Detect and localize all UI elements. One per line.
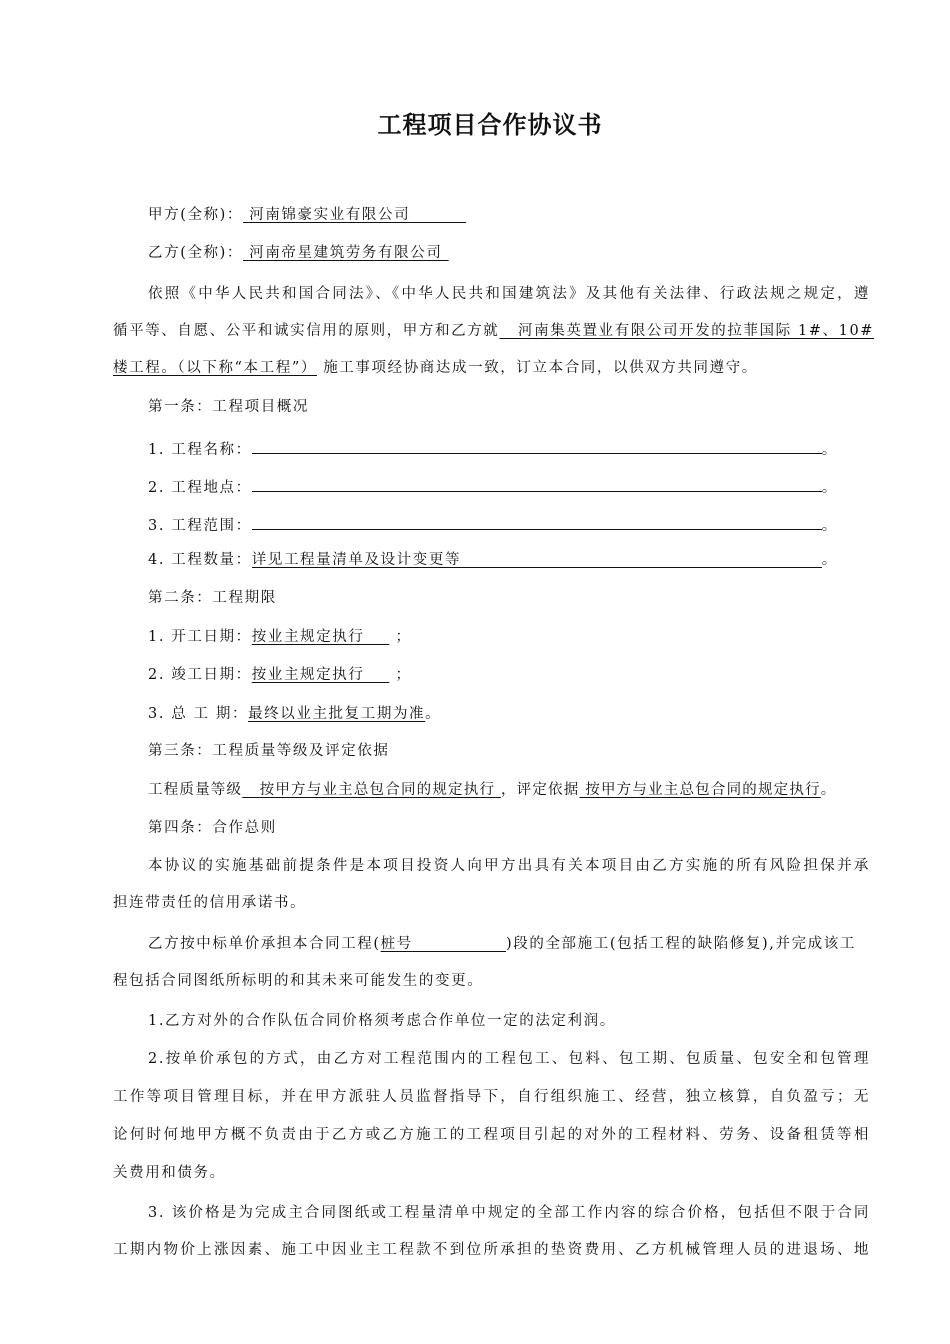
- article-2-heading: 第二条：工程期限: [148, 590, 277, 606]
- article-4-p1-line-2: 担连带责任的信用承诺书。: [113, 895, 307, 911]
- evaluation-basis-value: 按甲方与业主总包合同的规定执行: [585, 782, 821, 798]
- project-scope-blank: [252, 512, 822, 530]
- article-4-p4-line-2: 工作等项目管理目标，并在甲方派驻人员监督指导下，自行组织施工、经营，独立核算，自负盈亏；无: [113, 1089, 870, 1105]
- article-1-item-4: 4. 工程数量：详见工程量清单及设计变更等 。: [148, 552, 838, 568]
- article-1-heading: 第一条：工程项目概况: [148, 399, 309, 415]
- article-4-p4-line-4: 关费用和债务。: [113, 1165, 226, 1181]
- article-4-p4-line-1: 2.按单价承包的方式，由乙方对工程范围内的工程包工、包料、包工期、包质量、包安全和包管理: [148, 1051, 870, 1067]
- party-b-line: [148, 243, 870, 263]
- article-4-p5-line-1: 3. 该价格是为完成主合同图纸或工程量清单中规定的全部工作内容的综合价格，包括但不限于合同: [148, 1205, 870, 1221]
- article-4-p2-line-1: 乙方按中标单价承担本合同工程(桩号 )段的全部施工(包括工程的缺陷修复),并完成该工: [148, 936, 856, 952]
- article-3-body: 工程质量等级 按甲方与业主总包合同的规定执行 ，评定依据 按甲方与业主总包合同的规定执行。: [148, 782, 837, 798]
- project-quantity-value: 详见工程量清单及设计变更等: [252, 550, 822, 568]
- party-a-label: 甲方(全称)：: [148, 207, 244, 223]
- article-4-p3: 1.乙方对外的合作队伍合同价格须考虑合作单位一定的法定利润。: [148, 1013, 616, 1029]
- article-2-item-1: 1. 开工日期：按业主规定执行 ；: [148, 629, 412, 645]
- project-location-blank: [252, 474, 822, 492]
- article-1-item-1: 1. 工程名称： 。: [148, 436, 870, 460]
- party-a-line: [148, 205, 870, 225]
- document-title: 工程项目合作协议书: [377, 111, 603, 139]
- total-duration-value: 最终以业主批复工期为准: [248, 706, 426, 722]
- preamble-line-1: 依照《中华人民共和国合同法》、《中华人民共和国建筑法》及其他有关法律、行政法规之规定，遵: [148, 286, 870, 302]
- project-name-blank: [252, 436, 822, 454]
- article-2-item-3: 3. 总 工 期：最终以业主批复工期为准。: [148, 706, 442, 722]
- party-b-value: 河南帝星建筑劳务有限公司: [249, 245, 443, 261]
- article-4-p5-line-2: 工期内物价上涨因素、施工中因业主工程款不到位所承担的垫资费用、乙方机械管理人员的进退场、地: [113, 1242, 870, 1258]
- article-4-heading: 第四条：合作总则: [148, 820, 277, 836]
- article-4-p2-line-2: 程包括合同图纸所标明的和其未来可能发生的变更。: [113, 973, 484, 989]
- project-name-underlined: 河南集英置业有限公司开发的拉菲国际 1#、10#: [518, 323, 875, 339]
- article-1-item-3: 3. 工程范围： 。: [148, 512, 870, 536]
- article-3-heading: 第三条：工程质量等级及评定依据: [148, 743, 390, 759]
- project-alias-underlined: 楼工程。（以下称“本工程”）: [113, 360, 317, 376]
- party-a-value: 河南锦豪实业有限公司: [249, 207, 411, 223]
- start-date-value: 按业主规定执行: [251, 629, 365, 645]
- article-4-p4-line-3: 论何时何地甲方概不负责由于乙方或乙方施工的工程项目引起的对外的工程材料、劳务、设备租赁等相: [113, 1127, 870, 1143]
- party-b-label: 乙方(全称)：: [148, 245, 244, 261]
- preamble-line-2: 循平等、自愿、公平和诚实信用的原则，甲方和乙方就 河南集英置业有限公司开发的拉菲国际 1#、10#: [113, 323, 875, 339]
- article-2-item-2: 2. 竣工日期：按业主规定执行 ；: [148, 667, 412, 683]
- end-date-value: 按业主规定执行: [251, 667, 365, 683]
- article-1-item-2: 2. 工程地点： 。: [148, 474, 870, 498]
- chainage-blank: 桩号: [380, 936, 413, 952]
- article-4-p1-line-1: 本协议的实施基础前提条件是本项目投资人向甲方出具有关本项目由乙方实施的所有风险担保并承: [148, 858, 870, 874]
- quality-grade-value: 按甲方与业主总包合同的规定执行: [259, 782, 496, 798]
- preamble-line-3: 楼工程。（以下称“本工程”） 施工事项经协商达成一致，订立本合同，以供双方共同遵守。: [113, 360, 758, 376]
